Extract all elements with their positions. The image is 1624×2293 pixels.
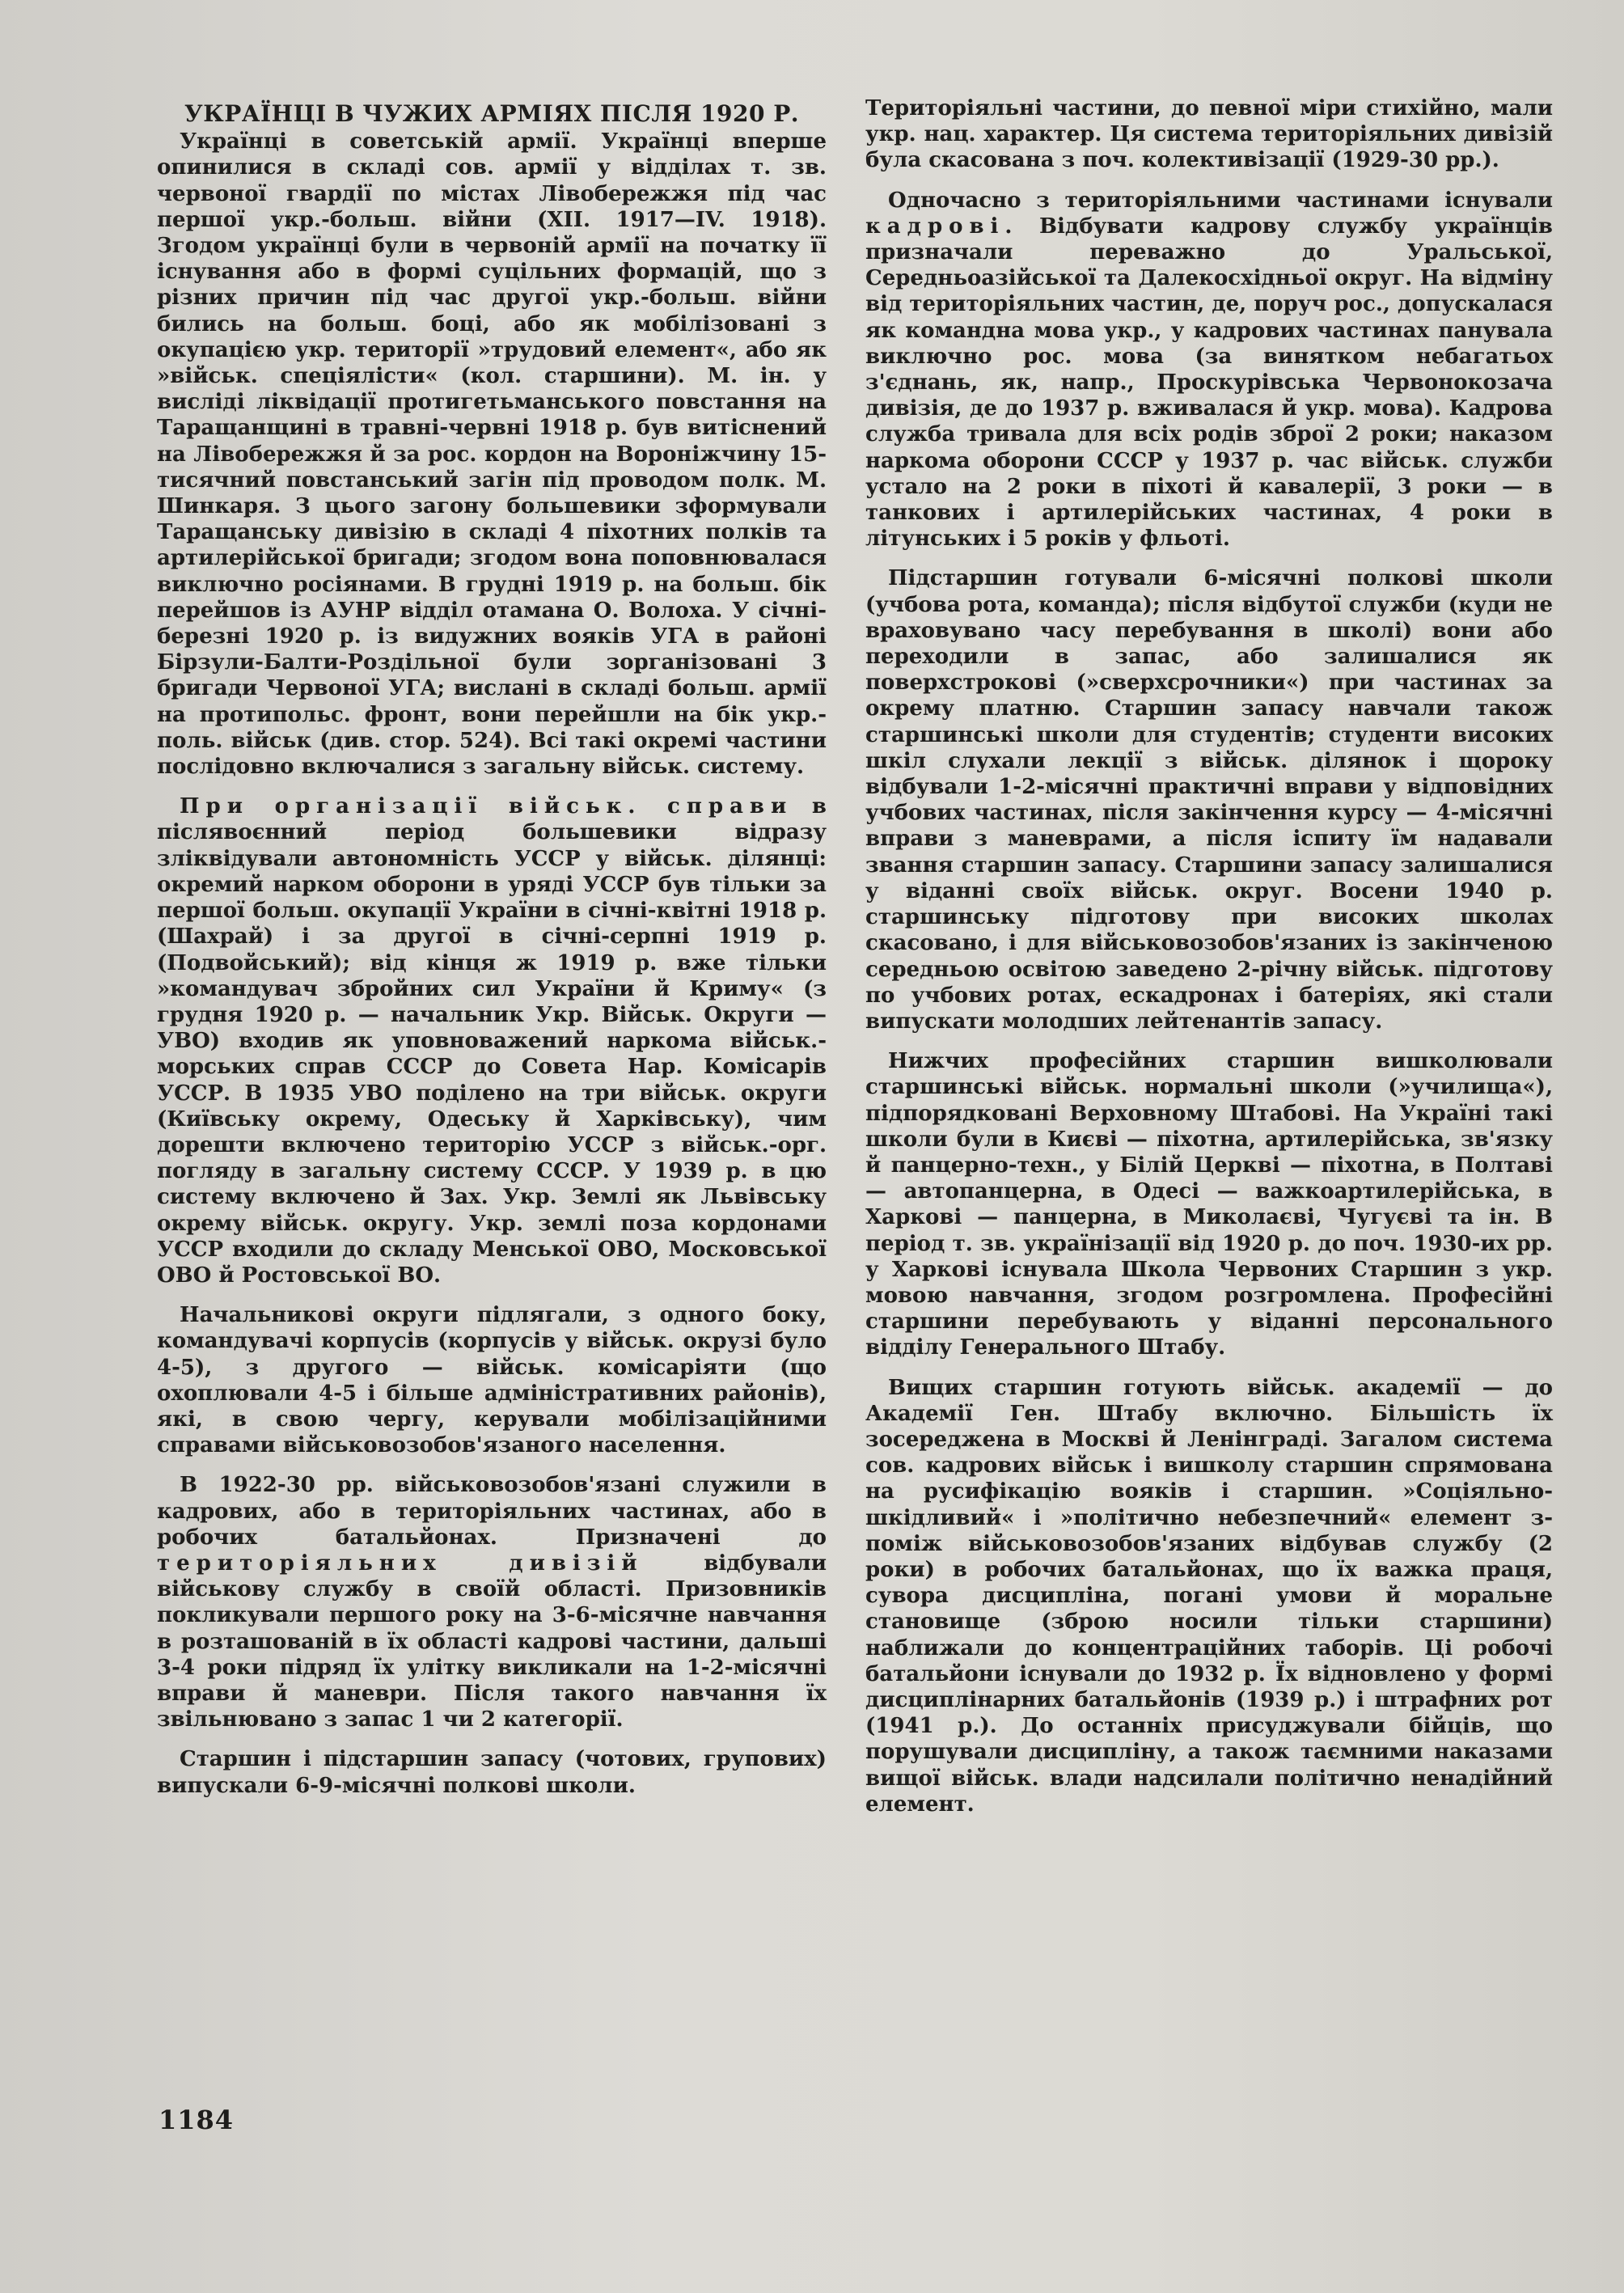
- paragraph: Начальникові округи підлягали, з одного боку, командувачі корпусів (корпусів у військ. окрузі було 4-5), з другого — військ. комісаріяти (що охоплювали 4-5 і більше адміністративних районів), які, в свою чергу, керували мобілізаційними справами військовозобов'язаного населення.: [157, 1303, 827, 1458]
- spaced-emphasis: При організації військ. справи: [180, 794, 793, 819]
- paragraph: Підстаршин готували 6-місячні полкові школи (учбова рота, команда); після відбутої служби (куди не враховувано часу перебування в школі) вони або переходили в запас, або залишалися як поверхстрокові (»сверхсрочники«) при частинах за окрему платню. Старшин запасу навчали також старшинські школи для студентів; студенти високих шкіл слухали лекції з військ. ділянок і щороку відбували 1-2-місячні практичні вправи у відповідних учбових частинах, після закінчення курсу — 4-місячні вправи з маневрами, а після іспиту їм надавали звання старшин запасу. Старшини запасу залишалися у віданні своїх військ. округ. Восени 1940 р. старшинську підготову при високих школах скасовано, і для військовозобов'язаних із закінченою середньою освітою заведено 2-річну військ. підготову по учбових ротах, ескадронах і батеріях, які стали випускати молодших лейтенантів запасу.: [865, 566, 1553, 1034]
- paragraph: Вищих старшин готують військ. академії — до Академії Ген. Штабу включно. Більшість їх зосереджена в Москві й Ленінграді. Загалом система сов. кадрових військ і вишколу старшин спрямована на русифікацію вояків і старшин. »Соціяльно-шкідливий« і »політично небезпечний« елемент з-поміж військовозобов'язаних відбував службу (2 роки) в робочих батальйонах, що їх важка праця, сувора дисципліна, погані умови й моральне становище (зброю носили тільки старшини) наближали до концентраційних таборів. Ці робочі батальйони існували до 1932 р. Їх відновлено у формі дисциплінарних батальйонів (1939 р.) і штрафних рот (1941 р.). До останніх присуджували бійців, що порушували дисципліну, а також таємними наказами вищої військ. влади надсилали політично ненадійний елемент.: [865, 1375, 1553, 1817]
- paragraph: Одночасно з територіяльними частинами існували кадрові. Відбувати кадрову службу українців призначали переважно до Уральської, Середньоазійської та Далекосхідньої округ. На відміну від територіяльних частин, де, поруч рос., допускалася як командна мова укр., у кадрових частинах панувала виключно рос. мова (за винятком небагатьох з'єднань, як, напр., Проскурівська Червонокозача дивізія, де до 1937 р. вживалася й укр. мова). Кадрова служба тривала для всіх родів зброї 2 роки; наказом наркома оборони СССР у 1937 р. час військ. служби устало на 2 роки в піхоті й кавалерії, 3 роки — в танкових і артилерійських частинах, 4 роки в літунських і 5 років у фльоті.: [865, 188, 1554, 552]
- spaced-emphasis: територіяльних дивізій: [157, 1551, 644, 1576]
- paragraph-continued: Територіяльні частини, до певної міри стихійно, мали укр. нац. характер. Ця система територіяльних дивізій була скасована з поч. колективізації (1929-30 рр.).: [865, 96, 1553, 173]
- paragraph: Українці в советській армії. Українці вперше опинилися в складі сов. армії у відділах т. зв. червоної гвардії по містах Лівобережжя під час першої укр.-больш. війни (XII. 1917—IV. 1918). Згодом українці були в червоній армії на початку її існування або в формі суцільних формацій, що з різних причин під час другої укр.-больш. війни бились на больш. боці, або як мобілізовані з окупацією укр. території »трудовий елемент«, або як »військ. спеціялісти« (кол. старшини). М. ін. у висліді ліквідації протигетьманського повстання на Таращанщині в травні-червні 1918 р. був витіснений на Лівобережжя й за рос. кордон на Вороніжчину 15-тисячний повстанський загін під проводом полк. М. Шинкаря. З цього загону большевики зформували Таращанську дивізію в складі 4 піхотних полків та артилерійської бригади; згодом вона поповнювалася виключно росіянами. В грудні 1919 р. на больш. бік перейшов із АУНР відділ отамана О. Волоха. У січні-березні 1920 р. із видужних вояків УГА в районі Бірзули-Балти-Роздільної були зорганізовані 3 бригади Червоної УГА; вислані в складі больш. армії на протипольс. фронт, вони перейшли на бік укр.-поль. військ (див. стор. 524). Всі такі окремі частини послідовно включалися з загальну військ. систему.: [157, 129, 827, 780]
- paragraph: В 1922-30 рр. військовозобов'язані служили в кадрових, або в територіяльних частинах, або в робочих батальйонах. Призначені до територіяльних дивізій відбували військову службу в своїй області. Призовників покликували першого року на 3-6-місячне навчання в розташованій в їх області кадрові частини, дальші 3-4 роки підряд їх улітку викликали на 1-2-місячні вправи й маневри. Після такого навчання їх звільнювано з запас 1 чи 2 категорії.: [157, 1473, 827, 1732]
- paragraph: Старшин і підстаршин запасу (чотових, групових) випускали 6-9-місячні полкові школи.: [157, 1747, 827, 1798]
- right-column: [865, 95, 1553, 1831]
- page-number: 1184: [159, 2105, 235, 2135]
- paragraph: При організації військ. справи в післявоєнний період большевики відразу зліквідували автономність УССР у військ. ділянці: окремий нарком оборони в уряді УССР був тільки за першої больш. окупації України в січні-квітні 1918 р. (Шахрай) і за другої в січні-серпні 1919 р. (Подвойський); від кінця ж 1919 р. вже тільки »командувач збройних сил України й Криму« (з грудня 1920 р. — начальник Укр. Військ. Округи — УВО) входив як уповноважений наркома військ.-морських справ СССР до Совета Нар. Комісарів УССР. В 1935 УВО поділено на три військ. округи (Київську окрему, Одеську й Харківську), чим дорешти включено територію УССР з військ.-орг. погляду в загальну систему СССР. У 1939 р. в цю систему включено й Зах. Укр. Землі як Львівську окрему військ. округу. Укр. землі поза кордонами УССР входили до складу Менської ОВО, Московської ОВО й Ростовської ВО.: [157, 794, 827, 1288]
- section-heading: УКРАЇНЦІ В ЧУЖИХ АРМІЯХ ПІСЛЯ 1920 Р.: [184, 100, 799, 127]
- left-column: [157, 101, 827, 1813]
- run-in-title: Українці в советській армії.: [180, 129, 577, 154]
- paragraph: Нижчих професійних старшин вишколювали старшинські військ. нормальні школи (»училища«), підпорядковані Верховному Штабові. На Україні такі школи були в Києві — піхотна, артилерійська, зв'язку й панцерно-техн., у Білій Церкві — піхотна, в Полтаві — автопанцерна, в Одесі — важкоартилерійська, в Харкові — панцерна, в Миколаєві, Чугуєві та ін. В період т. зв. українізації від 1920 р. до поч. 1930-их рр. у Харкові існувала Школа Червоних Старшин з укр. мовою навчання, згодом розгромлена. Професійні старшини перебувають у віданні персонального відділу Генерального Штабу.: [865, 1049, 1553, 1360]
- spaced-emphasis: кадрові: [865, 214, 1005, 239]
